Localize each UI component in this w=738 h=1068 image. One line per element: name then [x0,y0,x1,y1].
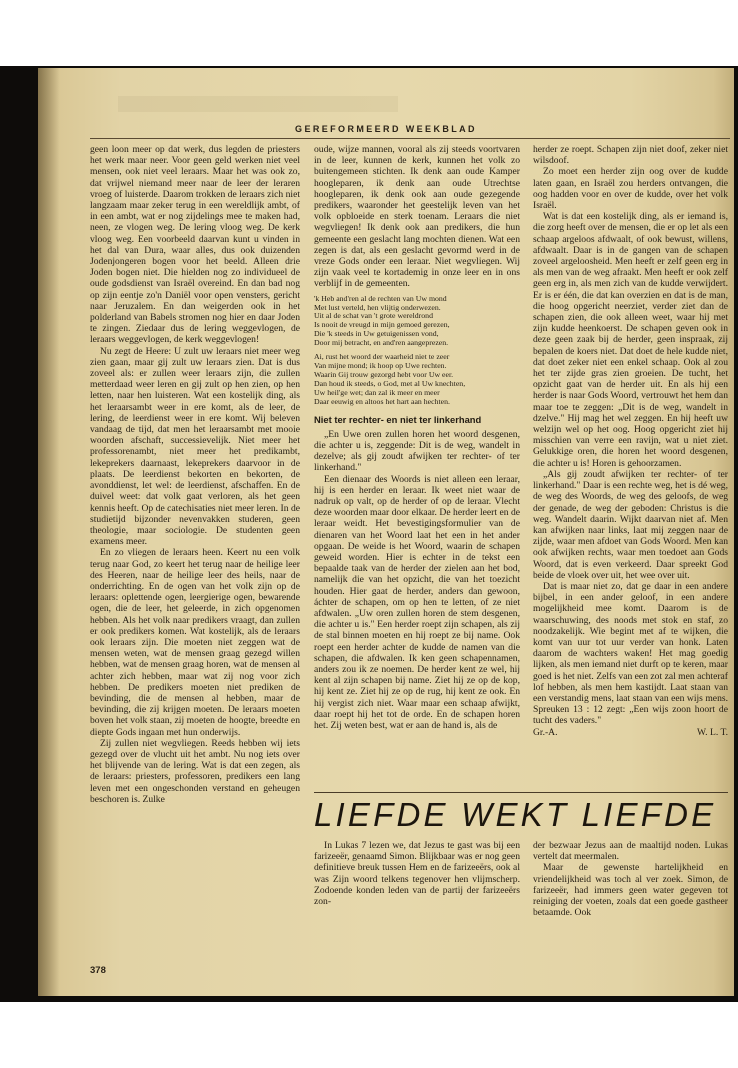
running-head: GEREFORMEERD WEEKBLAD [295,124,477,134]
section-heading: Niet ter rechter- en niet ter linkerhand [314,413,482,425]
paragraph: oude, wijze mannen, vooral als zij steeds voortvaren in de leer, kunnen de kerk, kunnen het volk zo buitengemeen stichten. Ik denk aan oude Kamper hooglераren, ik denk aan oude Utrechtse hooglераren, ik denk ook aan oude gezegende predikers, waaronder het geestelijk leven van het volk opbloeide en sterk toenam. Leraars die niet wegvliegen! Ik denk ook aan predikers, die hun gemeente een geslacht lang mochten dienen. Wat een zegen is dat, als een geslacht gevormd werd in de vreze Gods onder een leraar. Niet wegvliegen. Wij zijn vaak veel te kortademig in onze leer en in ons verblijf in de gemeenten. [314,144,520,290]
bottom-margin [0,1002,738,1068]
poem-line: Ai, rust het woord der waarheid niet te zeer [314,352,450,362]
signature [533,727,728,738]
paragraph: geen loon meer op dat werk, dus legden de priesters het werk maar neer. Voor geen geld werken niet veel mensen, ook niet veel leraars. Maar het was ook zo, dat vrijwel niemand meer naar de leer der leraren vroeg of luisterde. Daarom trokken de leraars zich niet langzaam maar zeker terug in een wereldlijk ambt, of in een ambt, wat er nog zijdelings mee te maken had, neen, ze vlogen weg. De lering vloog weg. De kerk vloog weg. Een voorbeeld daarvan kunt u vinden in het dal van Dura, waar alles, dus ook duizenden Jodenjongeren bogen voor het beeld. Alleen drie Joden bogen niet. Die hielden nog zo individueel de oude godsdienst van Israël overeind. En dan bad nog op zijn eentje zo'n Daniël voor open vensters, gericht naar Jeruzalem. En dan weigerden ook in het polderland van Babels stromen nog hier en daar Joden te zingen. Ziedaar dus de lering weggevlogen, de leraars weggevlogen, de kerk weggevlogen! [90,144,300,346]
signature-place: Gr.-A. [533,726,558,738]
feature-column-1 [314,840,520,907]
paragraph: herder ze roept. Schapen zijn niet doof, zeker niet wilsdoof. [533,144,728,167]
paragraph: Zij zullen niet wegvliegen. Reeds hebben wij iets gezegd over de vlucht uit het ambt. Nu nog iets over het blijvende van de lering. Wat is dat een zegen, als de leraars: priesters, professoren, predikers een lang leven met een ongeschonden verstand en geheugen beschoren is. Zulke [90,737,300,805]
poem-line: Daar eeuwig en altoos het hart aan hechten. [314,396,450,406]
poem-line: Door mij betracht, en and'ren aangeprezen. [314,338,449,348]
paragraph: Dat is maar niet zo, dat ge daar in een andere bijbel, in een ander geloof, in een andere mogelijkheid mee komt. Daarom is de waarschuwing, des noods met stok en staf, zo noodzakelijk. Wie begint met af te wijken, die komt van uur tot uur verder van honk. Laten daarom de wachters waken! Het mag goedig lijken, als men iemand niet durft op te keren, maar goed is het niet. Zelfs van een zot zal men achteraf lof hebben, als men hem kastijdt. Laat staan van een verstandig mens, laat staan van een wijs mens. Spreuken 13 : 12 zegt: „Een wijs zoon hoort de tucht des vaders." [533,580,728,727]
paragraph: En zo vliegen de leraars heen. Keert nu een volk terug naar God, zo keert het terug naar de heilige leer des Heeren, naar de heilige leer des heils, naar de onderrichting. En de ogen van het volk zijn op de leraars: oplettende ogen, leergierige ogen, bewarende ogen, die de leer, het geleerde, in zich opgenomen hebben. Als het volk naar predikers vraagt, dan zullen er ook predikers komen. Wat kostelijk, als de leraars ook leraars zijn. Die moeten niet zeggen wat de mensen weten, wat de mensen graag gezegd willen hebben, wat de mensen graag horen, wat de mensen al achter zich hebben, maar wat zij nog voor zich hebben. De predikers moeten niet prediken de bevinding, die de mensen al hebben, maar de bevinding, die zij krijgen moeten. De leraars moeten boven het volk staan, zij moeten de hoogte, breedte en diepte Gods ingaan met hun onderwijs. [90,547,300,738]
paragraph: „Als gij zoudt afwijken ter rechter- of ter linkerhand." Daar is een rechte weg, het is dé weg, de weg des Woords, de weg des geloofs, de weg der genade, de weg der geboden: Christus is die weg. Wandelt daarin. Wijkt daarvan niet af. Men kan afwijken naar links, laat mij zeggen naar de zijde, waar men afdoet van Gods Woord. Men kan ook afwijken rechts, waar men toedoet aan Gods Woord, dat is even verkeerd. Daar spreekt God beide de vloek over uit, het wee over uit. [533,468,728,581]
binding-shadow [38,68,60,996]
feature-rule [314,792,728,793]
poem-line: Met lust verteld, hen vlijtig onderwezen. [314,302,441,312]
column-2 [314,144,520,731]
poem-line: Is nooit de vreugd in mijn gemoed gerezen, [314,320,450,330]
page-number: 378 [90,965,106,976]
paragraph: Een dienaar des Woords is niet alleen een leraar, hij is een herder en leraar. Ik weet niet waar de nadruk op valt, op de herder of op de leraar. Vlecht deze woorden maar door elkaar. De herder leert en de leraar weidt. Het bevestigingsformulier van de dienaren van het Woord laat het een in het ander opgaan. De weide is het Woord, waarin de schapen geweid worden. Hier is echter in de tekst een bepaalde taak van de herder der zielen aan het bod, namelijk die van het opzicht, die van het toezicht houden. Hier gaat de herder, anders dan gewoon, áchter de schapen, om op hen te letten, of ze niet afdwalen. „Uw oren zullen horen de stem desgenen, die achter u is." Een herder roept zijn schapen, als zij de stal binnen moeten en hij roept ze bij name. Ook roept een herder achter de kudde de namen van die schapen, die afdwalen. Ik ken geen schapennamen, anders zou ik ze noemen. De herder kent ze wel, hij kent al zijn schapen bij name. Ziet hij ze op de kop, hij kent ze. Ziet hij ze op de rug, hij kent ze ook. En hij vergist zich niet. Waar maar een schaap afwijkt, daar roept hij het tot de orde. En de schapen horen het. Zij weten best, wat er aan de hand is, als de [314,473,520,731]
signature-initials: W. L. T. [696,726,728,738]
paragraph: „En Uwe oren zullen horen het woord desgenen, die achter u is, zeggende: Dit is de weg, wandelt in dezelve; als gij zoudt afwijken ter rechter- of ter linkerhand." [314,428,520,474]
poem-line: Uit al de schat van 't grote wereldrond [314,311,433,321]
paragraph: Wat is dat een kostelijk ding, als er iemand is, die zorg heeft over de mensen, die er op let als een schaap argeloos afdwaalt, of ook bewust, willens, afdwaalt. Daar is in de gangen van de schapen zoveel argeloosheid. Men heeft er zelf geen erg in als men van de weg afraakt. Men heeft er ook zelf geen erg in, als men zich van de kudde verwijdert. Er is er één, die dat kan overzien en dat is de man, die hoog opgericht neerziet, verder ziet dan de schapen zien, die ook alleen weet, waar hij met zijn kudde heenkoerst. De schapen geven ook in deze geen zaak bij de herder, geen inspraak, zij bepalen de koers niet. Dat doet de hele kudde niet, dat doet zeker niet een enkel schaap. Ook al zou het ter zijde gras zien groeien. De tucht, het opzicht gaat van de herder uit. En als hij een herder is naar Gods Woord, vertrouwt het hem dan maar toe te zeggen: „Dit is de weg, wandelt in dzelve." Hij mag het wel zeggen. En hij heeft uw welzijn wel op het oog. Hoog opgericht ziet hij misschien van verre een ravijn, wat u niet ziet. Gelukkige oren, die horen het woord desgenen, die achter u is! Horen is gehoorzamen. [533,211,728,469]
poem-line: Waarin Gij trouw gezorgd hebt voor Uw eer. [314,369,454,379]
header-rule [90,138,730,139]
feature-column-2 [533,840,728,918]
paragraph: Nu zegt de Heere: U zult uw leraars niet meer weg zien gaan, maar gij zult uw leraars zien. Dat is dus zoveel als: er zullen weer leraars zijn, die zullen metterdaad weer leren en gij zult op hen zien, op hen letten, naar hen luisteren. Wat een kostelijk ding, als het leraarsambt weer in ere komt, als de leer, de lering, de leerdienst weer in ere komt. Wij beleven vandaag de tijd, dat men het leraarsambt met mooie woorden afschaft, successievelijk. Niet meer het professorenambt, niet meer het predikambt, lekeprekers daarnaast, lekeprekers daarvoor in de plaats. De leerdienst bekorten en bekorten, de avonddienst, let wel: de leerdienst, afschaffen. En de duivel weet: dat volk gaat verloren, als het geen kennis heeft. Op de catechisaties niet meer leren. In de studietijd bijzonder nevenvakken studeren, geen theologie, maar sociologie. De studenten geen examens meer. [90,345,300,548]
poem-line: Dan houd ik steeds, o God, met al Uw knechten, [314,378,466,388]
paragraph: der bezwaar Jezus aan de maaltijd noden. Lukas vertelt dat meermalen. [533,840,728,863]
paragraph: Zo moet een herder zijn oog over de kudde laten gaan, en Israël zou herders ontvangen, die oog hadden voor en over de kudde, over het volk Israël. [533,166,728,212]
paragraph: Maar de gewenste hartelijkheid en vriendelijkheid was toch al ver zoek. Simon, de farizeeër, had immers geen water gegeven tot reiniging der voeten, zoals dat een goede gastheer betaamde. Ook [533,862,728,919]
top-margin [0,0,738,66]
psalm-quote [314,295,520,407]
magazine-page [38,68,734,996]
feature-title: LIEFDE WEKT LIEFDE [314,796,717,833]
poem-line: Die 'k steeds in Uw getuigenissen vond, [314,329,439,339]
poem-line: Van mijne mond; ik hoop op Uwe rechten. [314,360,447,370]
poem-line: Uw heil'ge wet; dan zal ik meer en meer [314,387,440,397]
show-through [118,96,398,112]
poem-line: 'k Heb and'ren al de rechten van Uw mond [314,293,447,303]
column-1 [90,144,300,805]
paragraph: In Lukas 7 lezen we, dat Jezus te gast was bij een farizeeër, genaamd Simon. Blijkbaar was er nog geen definitieve breuk tussen Hem en de farizeeërs, ook al was Zijn woord telkens tegenover hen vlijmscherp. Zodoende konden leden van de partij der farizeeërs zon- [314,840,520,908]
column-3 [533,144,728,738]
